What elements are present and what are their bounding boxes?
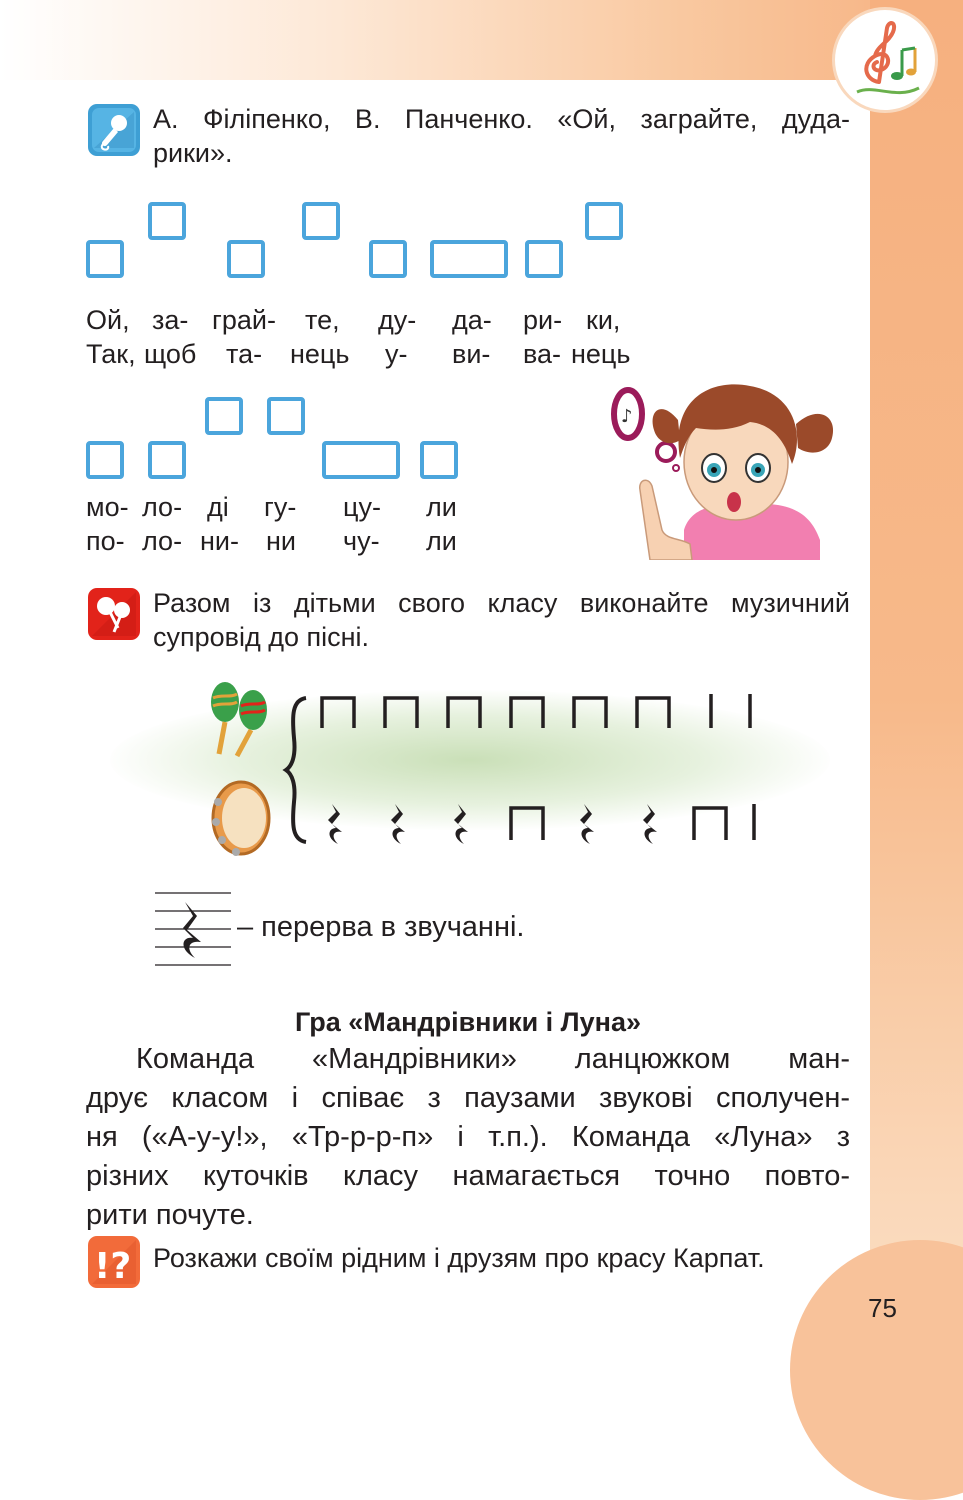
rhythm-box-high <box>205 397 243 435</box>
rhythm-box-high <box>267 397 305 435</box>
lyric-syllable: цу- <box>343 492 381 522</box>
rhythm-box-low <box>86 240 124 278</box>
lyric-syllable: ді <box>207 492 229 522</box>
rhythm-box-high <box>302 202 340 240</box>
microphone-icon <box>88 104 140 156</box>
task-text-line2: супровід до пісні. <box>153 622 370 652</box>
rhythm-box-high <box>148 202 186 240</box>
rhythm-box-low <box>148 441 186 479</box>
tambourine-instrument <box>208 778 274 858</box>
lyric-syllable: мо- <box>86 492 129 522</box>
lyric-syllable: за- <box>152 305 189 335</box>
lyric-syllable: ду- <box>378 305 417 335</box>
lyric-syllable: ва- <box>523 339 562 369</box>
game-title: Гра «Мандрівники і Луна» <box>294 1007 641 1037</box>
task-text-line1: Разом із дітьми свого класу виконайте музичний <box>153 588 850 618</box>
lyric-syllable: ни- <box>200 526 239 556</box>
quarter-rest-legend-icon <box>155 888 231 970</box>
lyric-syllable: ло- <box>142 492 183 522</box>
maracas-icon <box>88 588 140 640</box>
svg-text:!?: !? <box>94 1246 132 1287</box>
song-title-line2: рики». <box>153 138 233 168</box>
page-number: 75 <box>868 1293 897 1323</box>
rhythm-box-low <box>227 240 265 278</box>
game-text-line4: різних куточків класу намагається точно повто- <box>86 1160 850 1192</box>
bottom-corner-curve <box>790 1240 963 1500</box>
maracas-instrument <box>205 678 273 758</box>
song-title-line1: А. Філіпенко, В. Панченко. «Ой, заграйте, дуда- <box>153 104 850 134</box>
lyric-syllable: да- <box>452 305 492 335</box>
rhythm-box-long <box>322 441 400 479</box>
lyric-syllable: Так, <box>86 339 136 369</box>
rhythm-box-low <box>525 240 563 278</box>
game-text-line2: друє класом і співає з паузами звукові сполучен- <box>86 1082 850 1114</box>
lyric-syllable: ви- <box>452 339 491 369</box>
lyric-syllable: те, <box>305 305 340 335</box>
game-text-line5: рити почуте. <box>86 1199 254 1231</box>
rest-definition: – перерва в звучанні. <box>237 911 525 943</box>
question-text: Розкажи своїм рідним і друзям про красу Карпат. <box>153 1243 765 1273</box>
rhythm-box-low <box>369 240 407 278</box>
svg-text:♪: ♪ <box>621 406 633 427</box>
right-color-band <box>870 0 963 1394</box>
lyric-syllable: нець <box>290 339 350 369</box>
rest-symbols <box>328 804 657 844</box>
lyric-syllable: та- <box>226 339 263 369</box>
lyric-syllable: ли <box>426 492 457 522</box>
rhythm-box-high <box>585 202 623 240</box>
lyric-syllable: ни <box>266 526 296 556</box>
lyric-syllable: чу- <box>343 526 380 556</box>
rhythm-score <box>282 680 782 860</box>
rhythm-box-long <box>430 240 508 278</box>
lyric-syllable: ри- <box>523 305 563 335</box>
lyric-syllable: ли <box>426 526 457 556</box>
lyric-syllable: Ой, <box>86 305 130 335</box>
lyric-syllable: грай- <box>212 305 276 335</box>
lyric-syllable: ло- <box>142 526 183 556</box>
game-text-line3: ня («А-у-у!», «Тр-р-р-п» і т.п.). Команда «Луна» з <box>86 1121 850 1153</box>
singing-girl-illustration <box>600 380 850 560</box>
lyric-syllable: гу- <box>264 492 297 522</box>
lyric-syllable: по- <box>86 526 125 556</box>
question-exclaim-icon <box>88 1236 140 1288</box>
treble-clef-logo <box>835 10 935 110</box>
rhythm-box-low <box>86 441 124 479</box>
lyric-syllable: ки, <box>586 305 621 335</box>
top-color-band <box>0 0 963 80</box>
game-text-line1: Команда «Мандрівники» ланцюжком ман- <box>136 1043 850 1075</box>
lyric-syllable: у- <box>385 339 408 369</box>
lyric-syllable: нець <box>571 339 631 369</box>
lyric-syllable: щоб <box>144 339 197 369</box>
rhythm-box-low <box>420 441 458 479</box>
